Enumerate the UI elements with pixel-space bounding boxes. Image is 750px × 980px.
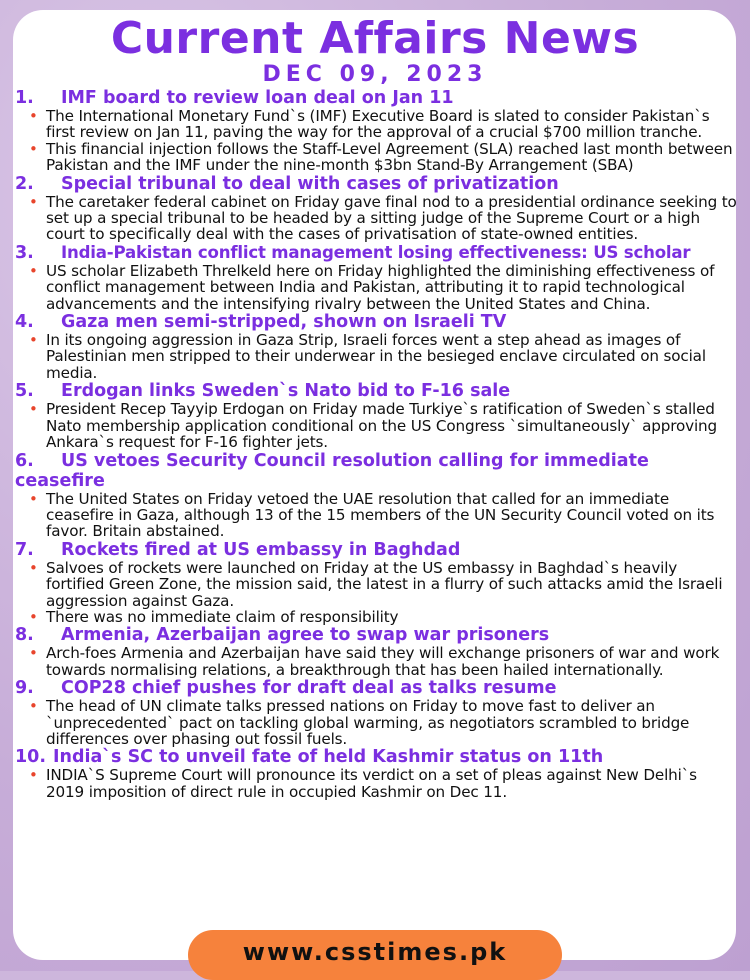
bullet-text: Salvoes of rockets were launched on Friday at the US embassy in Baghdad`s heavily fortified Green Zone, the mission said, the latest in a flurry of such attacks amid the Israeli aggression against Gaza.	[46, 558, 723, 610]
news-bullets	[15, 401, 737, 450]
bullet-dot-icon: •	[29, 400, 38, 419]
news-heading-text: Special tribunal to deal with cases of privatization	[61, 173, 559, 194]
bullet-text: US scholar Elizabeth Threlkeld here on Friday highlighted the diminishing effectiveness of conflict management between India and Pakistan, attributing it to rapid technological advancements and the intensifying rivalry between the United States and China.	[46, 261, 715, 313]
news-number: 7.	[15, 539, 34, 560]
bullet-dot-icon: •	[29, 261, 38, 280]
bullet-dot-icon: •	[29, 766, 38, 785]
news-bullet	[29, 644, 737, 679]
news-number: 3.	[15, 242, 34, 263]
bullet-dot-icon: •	[29, 644, 38, 663]
bullet-text: In its ongoing aggression in Gaza Strip, Israeli forces went a step ahead as images of Palestinian men stripped to their underwear in the besieged enclave circulated on social media.	[46, 331, 706, 382]
news-bullet	[29, 261, 737, 313]
news-heading	[15, 747, 737, 767]
news-bullet	[29, 697, 737, 748]
news-bullet	[29, 766, 737, 801]
bullet-dot-icon: •	[29, 607, 38, 626]
page-title: Current Affairs News	[110, 13, 640, 64]
news-list	[15, 88, 737, 800]
news-heading-text: Rockets fired at US embassy in Baghdad	[61, 539, 461, 560]
news-bullets	[15, 108, 737, 174]
news-heading	[15, 174, 737, 194]
news-bullets	[15, 560, 737, 626]
news-item	[15, 88, 737, 174]
news-heading-text: India`s SC to unveil fate of held Kashmir status on 11th	[53, 747, 604, 768]
news-number: 8.	[15, 625, 34, 646]
news-number: 4.	[15, 312, 34, 333]
footer-website-link[interactable]: www.csstimes.pk	[242, 938, 508, 966]
news-bullets	[15, 767, 737, 800]
news-heading-text: India-Pakistan conflict management losing effectiveness: US scholar	[61, 242, 691, 262]
news-item	[15, 540, 737, 626]
news-number: 6.	[15, 450, 34, 471]
news-item	[15, 625, 737, 678]
news-item	[15, 174, 737, 243]
bullet-dot-icon: •	[29, 558, 38, 577]
news-heading-text: Armenia, Azerbaijan agree to swap war prisoners	[61, 625, 550, 646]
news-heading	[15, 243, 737, 263]
news-heading-text: Erdogan links Sweden`s Nato bid to F-16 sale	[61, 381, 511, 402]
news-bullet	[29, 331, 737, 382]
news-heading	[15, 381, 737, 401]
news-bullets	[15, 332, 737, 381]
news-number: 9.	[15, 678, 34, 699]
news-heading	[15, 88, 737, 108]
news-item	[15, 747, 737, 800]
bullet-dot-icon: •	[29, 489, 38, 508]
news-number: 1.	[15, 88, 34, 108]
news-heading	[15, 312, 737, 332]
news-bullet	[29, 607, 737, 626]
news-number: 5.	[15, 381, 34, 402]
news-item	[15, 451, 737, 540]
news-bullet	[29, 139, 737, 175]
news-bullet	[29, 489, 737, 541]
bullet-text: The International Monetary Fund`s (IMF) Executive Board is slated to consider Pakistan`s first review on Jan 11, paving the way for the approval of a crucial $700 million tranche.	[46, 107, 710, 142]
bullet-text: Arch-foes Armenia and Azerbaijan have said they will exchange prisoners of war and work towards normalising relations, a breakthrough that has been hailed internationally.	[46, 644, 720, 679]
news-item	[15, 243, 737, 312]
page-date: DEC 09, 2023	[262, 62, 488, 87]
news-number: 2.	[15, 173, 34, 194]
bullet-text: There was no immediate claim of responsibility	[46, 607, 399, 626]
news-heading	[15, 625, 737, 645]
news-heading-text: US vetoes Security Council resolution calling for immediate ceasefire	[15, 450, 649, 491]
bullet-text: The United States on Friday vetoed the UAE resolution that called for an immediate ceasefire in Gaza, although 13 of the 15 members of the UN Security Council voted on its favor. Britain abstained.	[46, 489, 715, 541]
news-bullets	[15, 698, 737, 747]
news-bullet	[29, 400, 737, 452]
bullet-text: This financial injection follows the Staff-Level Agreement (SLA) reached last month between Pakistan and the IMF under the nine-month $3bn Stand-By Arrangement (SBA)	[46, 139, 733, 175]
news-item	[15, 312, 737, 381]
news-heading	[15, 678, 737, 698]
news-heading-text: COP28 chief pushes for draft deal as talks resume	[61, 678, 557, 699]
news-heading	[15, 540, 737, 560]
bullet-dot-icon: •	[29, 697, 38, 716]
bullet-dot-icon: •	[29, 139, 38, 158]
news-bullets	[15, 263, 737, 312]
news-bullets	[15, 645, 737, 678]
bullet-dot-icon: •	[29, 107, 38, 125]
news-bullets	[15, 194, 737, 243]
news-heading-text: Gaza men semi-stripped, shown on Israeli TV	[61, 312, 507, 333]
bullet-dot-icon: •	[29, 331, 38, 350]
news-bullet	[29, 558, 737, 610]
news-bullet	[29, 107, 737, 142]
news-heading-text: IMF board to review loan deal on Jan 11	[61, 88, 454, 108]
news-item	[15, 678, 737, 747]
news-number: 10.	[15, 747, 47, 768]
bullet-text: The caretaker federal cabinet on Friday gave final nod to a presidential ordinance seeking to set up a special tribunal to be headed by a sitting judge of the Supreme Court or a high court to specifically deal with the cases of privatisation of state-owned entities.	[46, 192, 737, 244]
news-item	[15, 381, 737, 450]
bullet-dot-icon: •	[29, 192, 38, 211]
bullet-text: INDIA`S Supreme Court will pronounce its verdict on a set of pleas against New Delhi`s 2019 imposition of direct rule in occupied Kashmir on Dec 11.	[46, 766, 697, 801]
news-heading	[15, 451, 737, 491]
bullet-text: The head of UN climate talks pressed nations on Friday to move fast to deliver an `unprecedented` pact on tackling global warming, as negotiators scrambled to bridge differences over phasing out fossil fuels.	[46, 697, 690, 748]
bullet-text: President Recep Tayyip Erdogan on Friday made Turkiye`s ratification of Sweden`s stalled Nato membership application conditional on the US Congress `simultaneously` approving Ankara`s request for F-16 fighter jets.	[46, 400, 718, 452]
news-bullets	[15, 491, 737, 540]
news-bullet	[29, 192, 737, 244]
